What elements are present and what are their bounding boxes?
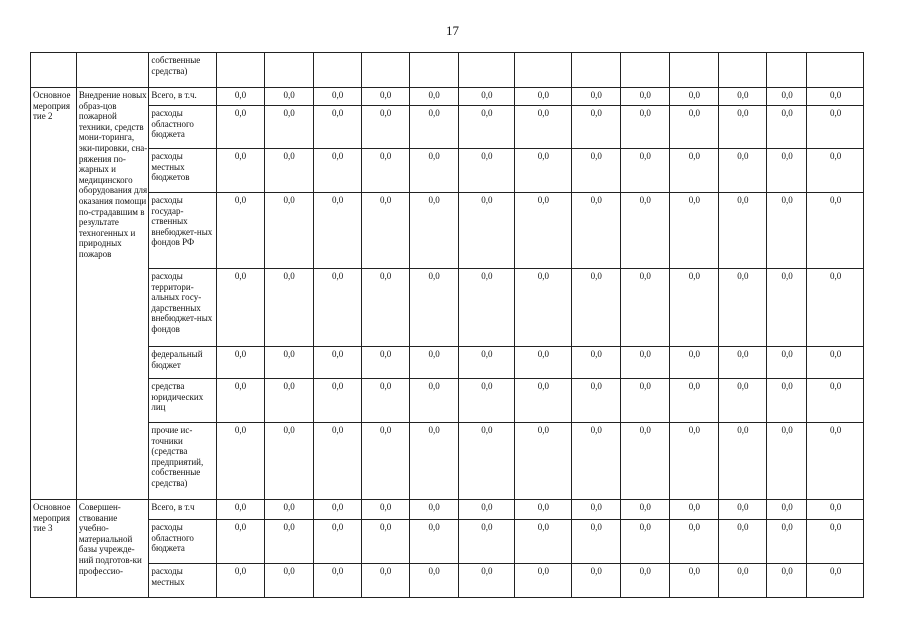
- value-cell: 0,0: [409, 106, 458, 149]
- value-cell: 0,0: [807, 193, 864, 269]
- value-cell: 0,0: [620, 106, 669, 149]
- value-cell: 0,0: [458, 269, 515, 347]
- value-cell: 0,0: [216, 379, 264, 423]
- value-cell: 0,0: [766, 379, 807, 423]
- value-cell: [409, 53, 458, 88]
- value-cell: 0,0: [458, 347, 515, 379]
- value-cell: 0,0: [571, 88, 620, 106]
- value-cell: [766, 53, 807, 88]
- value-cell: 0,0: [361, 269, 409, 347]
- description-cell: [76, 53, 149, 88]
- value-cell: 0,0: [409, 88, 458, 106]
- value-cell: 0,0: [313, 347, 361, 379]
- value-cell: 0,0: [571, 106, 620, 149]
- value-cell: 0,0: [669, 423, 718, 500]
- value-cell: 0,0: [620, 520, 669, 564]
- value-cell: 0,0: [807, 564, 864, 598]
- value-cell: 0,0: [264, 423, 313, 500]
- value-cell: 0,0: [264, 269, 313, 347]
- value-cell: 0,0: [620, 379, 669, 423]
- value-cell: 0,0: [571, 500, 620, 520]
- value-cell: 0,0: [216, 106, 264, 149]
- value-cell: 0,0: [766, 88, 807, 106]
- value-cell: [361, 53, 409, 88]
- value-cell: 0,0: [409, 347, 458, 379]
- value-cell: 0,0: [807, 149, 864, 193]
- value-cell: 0,0: [515, 193, 572, 269]
- funding-source-cell: прочие ис-точники (средства предприятий, собственные средства): [149, 423, 216, 500]
- table-row: [31, 88, 864, 106]
- value-cell: 0,0: [571, 347, 620, 379]
- table-row: [31, 379, 864, 423]
- value-cell: [216, 53, 264, 88]
- value-cell: 0,0: [458, 193, 515, 269]
- value-cell: 0,0: [718, 88, 766, 106]
- value-cell: 0,0: [216, 347, 264, 379]
- table-row: [31, 564, 864, 598]
- value-cell: 0,0: [571, 379, 620, 423]
- funding-source-cell: Всего, в т.ч.: [149, 88, 216, 106]
- value-cell: [718, 53, 766, 88]
- value-cell: 0,0: [571, 149, 620, 193]
- value-cell: 0,0: [807, 269, 864, 347]
- value-cell: 0,0: [264, 88, 313, 106]
- value-cell: 0,0: [620, 564, 669, 598]
- value-cell: 0,0: [620, 193, 669, 269]
- value-cell: 0,0: [458, 520, 515, 564]
- value-cell: 0,0: [216, 520, 264, 564]
- value-cell: 0,0: [409, 423, 458, 500]
- value-cell: 0,0: [409, 500, 458, 520]
- value-cell: 0,0: [669, 88, 718, 106]
- value-cell: 0,0: [264, 193, 313, 269]
- value-cell: 0,0: [313, 423, 361, 500]
- value-cell: 0,0: [807, 500, 864, 520]
- value-cell: 0,0: [409, 193, 458, 269]
- funding-source-cell: расходы областного бюджета: [149, 520, 216, 564]
- value-cell: 0,0: [669, 564, 718, 598]
- value-cell: 0,0: [669, 520, 718, 564]
- value-cell: 0,0: [361, 423, 409, 500]
- value-cell: 0,0: [620, 269, 669, 347]
- value-cell: 0,0: [766, 564, 807, 598]
- funding-source-cell: расходы местных: [149, 564, 216, 598]
- value-cell: 0,0: [718, 269, 766, 347]
- value-cell: 0,0: [458, 106, 515, 149]
- value-cell: 0,0: [515, 88, 572, 106]
- table-row: [31, 106, 864, 149]
- value-cell: 0,0: [216, 269, 264, 347]
- value-cell: 0,0: [718, 379, 766, 423]
- value-cell: 0,0: [458, 423, 515, 500]
- value-cell: 0,0: [515, 347, 572, 379]
- value-cell: 0,0: [216, 149, 264, 193]
- value-cell: 0,0: [571, 269, 620, 347]
- value-cell: 0,0: [515, 500, 572, 520]
- value-cell: 0,0: [620, 149, 669, 193]
- value-cell: 0,0: [264, 149, 313, 193]
- value-cell: 0,0: [361, 564, 409, 598]
- value-cell: 0,0: [361, 88, 409, 106]
- table-row: [31, 149, 864, 193]
- value-cell: 0,0: [361, 193, 409, 269]
- value-cell: [807, 53, 864, 88]
- value-cell: 0,0: [515, 149, 572, 193]
- value-cell: 0,0: [515, 106, 572, 149]
- table-row: [31, 193, 864, 269]
- table-row: [31, 423, 864, 500]
- value-cell: 0,0: [313, 379, 361, 423]
- value-cell: 0,0: [807, 106, 864, 149]
- value-cell: 0,0: [766, 106, 807, 149]
- value-cell: 0,0: [620, 500, 669, 520]
- value-cell: 0,0: [264, 106, 313, 149]
- value-cell: [571, 53, 620, 88]
- table-row: [31, 53, 864, 88]
- value-cell: 0,0: [361, 347, 409, 379]
- value-cell: 0,0: [571, 564, 620, 598]
- value-cell: 0,0: [515, 269, 572, 347]
- value-cell: 0,0: [458, 149, 515, 193]
- value-cell: 0,0: [264, 500, 313, 520]
- funding-source-cell: расходы государ-ственных внебюджет-ных фондов РФ: [149, 193, 216, 269]
- funding-source-cell: собственные средства): [149, 53, 216, 88]
- value-cell: 0,0: [409, 564, 458, 598]
- measure-cell: [31, 53, 77, 88]
- value-cell: 0,0: [807, 379, 864, 423]
- value-cell: [620, 53, 669, 88]
- value-cell: 0,0: [571, 520, 620, 564]
- value-cell: 0,0: [361, 106, 409, 149]
- value-cell: 0,0: [216, 564, 264, 598]
- value-cell: 0,0: [458, 379, 515, 423]
- value-cell: 0,0: [264, 520, 313, 564]
- value-cell: 0,0: [718, 564, 766, 598]
- value-cell: 0,0: [216, 500, 264, 520]
- value-cell: 0,0: [766, 347, 807, 379]
- description-cell: Совершен-ствование учебно-материальной базы учрежде-ний подготов-ки профессио-: [76, 500, 149, 598]
- value-cell: 0,0: [264, 347, 313, 379]
- value-cell: [313, 53, 361, 88]
- measure-cell: Основное мероприя тие 2: [31, 88, 77, 500]
- value-cell: 0,0: [766, 520, 807, 564]
- value-cell: 0,0: [620, 423, 669, 500]
- value-cell: 0,0: [571, 193, 620, 269]
- budget-table: [30, 52, 864, 598]
- value-cell: 0,0: [718, 520, 766, 564]
- value-cell: 0,0: [515, 520, 572, 564]
- value-cell: 0,0: [361, 520, 409, 564]
- value-cell: 0,0: [409, 149, 458, 193]
- value-cell: 0,0: [718, 423, 766, 500]
- value-cell: [458, 53, 515, 88]
- value-cell: 0,0: [409, 379, 458, 423]
- value-cell: 0,0: [409, 269, 458, 347]
- value-cell: 0,0: [264, 379, 313, 423]
- value-cell: 0,0: [807, 88, 864, 106]
- value-cell: 0,0: [515, 423, 572, 500]
- funding-source-cell: расходы местных бюджетов: [149, 149, 216, 193]
- value-cell: 0,0: [807, 520, 864, 564]
- value-cell: 0,0: [766, 423, 807, 500]
- value-cell: 0,0: [620, 88, 669, 106]
- value-cell: 0,0: [313, 520, 361, 564]
- value-cell: 0,0: [718, 106, 766, 149]
- value-cell: 0,0: [515, 379, 572, 423]
- table-row: [31, 500, 864, 520]
- value-cell: 0,0: [807, 347, 864, 379]
- value-cell: 0,0: [669, 500, 718, 520]
- value-cell: 0,0: [669, 379, 718, 423]
- value-cell: 0,0: [571, 423, 620, 500]
- description-cell: Внедрение новых образ-цов пожарной техники, средств мони-торинга, эки-пировки, сна-ряжения по-жарных и медицинского оборудования для оказания помощи по-страдавшим в результате техногенных и природных пожаров: [76, 88, 149, 500]
- funding-source-cell: средства юридических лиц: [149, 379, 216, 423]
- value-cell: 0,0: [313, 269, 361, 347]
- value-cell: 0,0: [313, 149, 361, 193]
- value-cell: 0,0: [361, 379, 409, 423]
- value-cell: 0,0: [669, 193, 718, 269]
- value-cell: 0,0: [216, 193, 264, 269]
- table-row: [31, 269, 864, 347]
- value-cell: 0,0: [669, 347, 718, 379]
- value-cell: 0,0: [766, 269, 807, 347]
- value-cell: 0,0: [458, 564, 515, 598]
- funding-source-cell: федеральный бюджет: [149, 347, 216, 379]
- value-cell: 0,0: [718, 193, 766, 269]
- value-cell: 0,0: [718, 500, 766, 520]
- funding-source-cell: расходы областного бюджета: [149, 106, 216, 149]
- value-cell: 0,0: [216, 423, 264, 500]
- value-cell: 0,0: [718, 149, 766, 193]
- value-cell: 0,0: [313, 564, 361, 598]
- value-cell: 0,0: [458, 88, 515, 106]
- page-number: 17: [446, 23, 459, 38]
- value-cell: 0,0: [807, 423, 864, 500]
- funding-source-cell: Всего, в т.ч: [149, 500, 216, 520]
- value-cell: 0,0: [458, 500, 515, 520]
- value-cell: 0,0: [766, 149, 807, 193]
- funding-source-cell: расходы территори-альных госу-дарственных внебюджет-ных фондов: [149, 269, 216, 347]
- value-cell: 0,0: [620, 347, 669, 379]
- value-cell: 0,0: [515, 564, 572, 598]
- value-cell: 0,0: [361, 149, 409, 193]
- value-cell: [264, 53, 313, 88]
- value-cell: 0,0: [669, 149, 718, 193]
- value-cell: 0,0: [766, 193, 807, 269]
- value-cell: 0,0: [313, 193, 361, 269]
- value-cell: [515, 53, 572, 88]
- measure-cell: Основное мероприя тие 3: [31, 500, 77, 598]
- value-cell: [669, 53, 718, 88]
- table-row: [31, 520, 864, 564]
- value-cell: 0,0: [669, 106, 718, 149]
- value-cell: 0,0: [669, 269, 718, 347]
- value-cell: 0,0: [313, 106, 361, 149]
- value-cell: 0,0: [361, 500, 409, 520]
- table-row: [31, 347, 864, 379]
- value-cell: 0,0: [766, 500, 807, 520]
- value-cell: 0,0: [718, 347, 766, 379]
- value-cell: 0,0: [313, 500, 361, 520]
- value-cell: 0,0: [216, 88, 264, 106]
- value-cell: 0,0: [409, 520, 458, 564]
- value-cell: 0,0: [313, 88, 361, 106]
- value-cell: 0,0: [264, 564, 313, 598]
